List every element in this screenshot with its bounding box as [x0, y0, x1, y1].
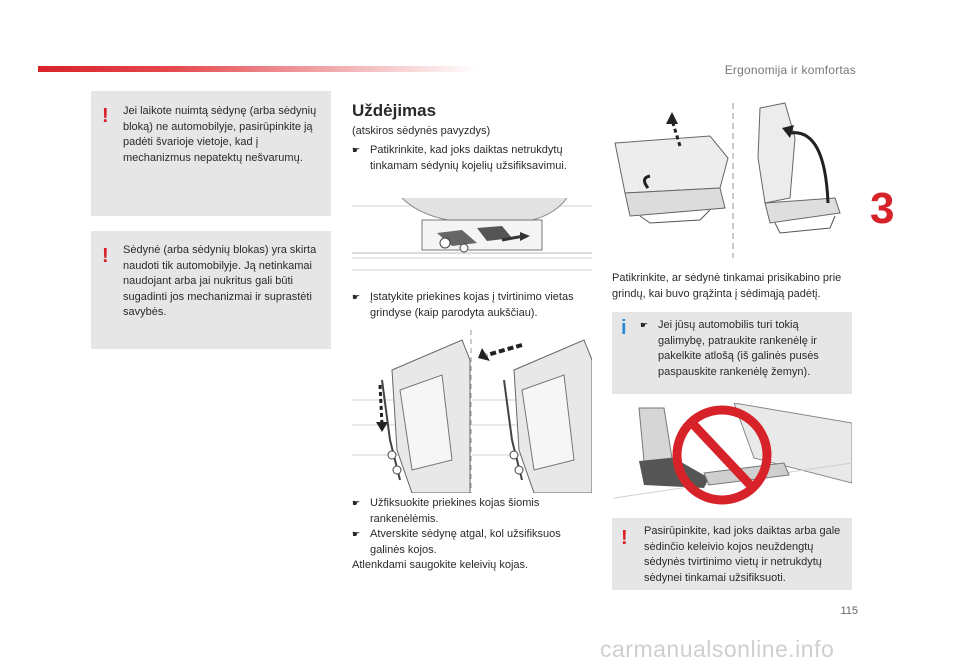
seat-fold-illustration: [610, 98, 850, 263]
page-number: 115: [840, 605, 858, 617]
hand-pointer-icon: ☛: [352, 498, 361, 508]
warning-note-text: Jei laikote nuimtą sėdynę (arba sėdynių bloką) ne automobilyje, pasirūpinkite ją padėti švarioje vietoje, kad į mechanizmus nepatektų nešvarumų.: [123, 105, 317, 164]
hand-pointer-icon: ☛: [352, 529, 361, 539]
instruction-bullet: [352, 496, 592, 527]
warning-exclamation-icon: !: [621, 527, 628, 549]
warning-note-usage: [91, 231, 331, 349]
instruction-text: Įstatykite priekines kojas į tvirtinimo vietas grindyse (kaip parodyta aukščiau).: [370, 291, 574, 319]
info-icon: i: [621, 317, 627, 339]
warning-note-text: Pasirūpinkite, kad joks daiktas arba gale sėdinčio keleivio kojos neuždengtų sėdynės tvirtinimo vietų ir netrukdytų sėdynei tinkamai užsifiksuoti.: [644, 525, 841, 584]
info-note-text: Jei jūsų automobilis turi tokią galimybę, patraukite rankenėlę ir pakelkite atlošą (iš galinės pusės paspauskite rankenėlę žemyn).: [658, 319, 819, 378]
hand-pointer-icon: ☛: [640, 320, 649, 330]
warning-note-storage: [91, 91, 331, 216]
info-note-bullet: [640, 318, 848, 380]
watermark: carmanualsonline.info: [600, 636, 835, 662]
seat-check-caption: Patikrinkite, ar sėdynė tinkamai prisikabino prie grindų, kai buvo grąžinta į sėdimąją padėtį.: [612, 272, 842, 300]
instruction-footer: Atlenkdami saugokite keleivių kojas.: [352, 559, 529, 571]
section-heading: Uždėjimas: [352, 101, 437, 120]
instruction-bullet: [352, 143, 592, 174]
warning-exclamation-icon: !: [102, 245, 109, 267]
warning-note-text: Sėdynė (arba sėdynių blokas) yra skirta naudoti tik automobilyje. Ją netinkamai naudojant arba jai nukritus gali būti sugadinti jos mechanizmai ir suprastėti savybės.: [123, 244, 317, 318]
prohibited-feet-illustration: [614, 403, 852, 513]
warning-exclamation-icon: !: [102, 105, 109, 127]
instruction-text: Užfiksuokite priekines kojas šiomis rankenėlėmis.: [370, 497, 540, 525]
hand-pointer-icon: ☛: [352, 145, 361, 155]
section-title: Ergonomija ir komfortas: [724, 63, 856, 77]
instruction-bullet: [352, 290, 592, 321]
chapter-number: 3: [870, 184, 895, 233]
floor-anchor-illustration: [352, 198, 592, 280]
instruction-text: Patikrinkite, kad joks daiktas netrukdytų tinkamam sėdynių kojelių užsifiksavimui.: [370, 144, 567, 172]
header-accent-bar: [38, 66, 478, 72]
warning-note-anchors: [612, 518, 852, 590]
instruction-list-bottom: [352, 496, 592, 574]
section-subtitle: (atskiros sėdynės pavyzdys): [352, 125, 491, 137]
seat-legs-illustration: [352, 330, 592, 493]
instruction-text: Atverskite sėdynę atgal, kol užsifiksuos galinės kojos.: [370, 528, 561, 556]
hand-pointer-icon: ☛: [352, 292, 361, 302]
info-note: [612, 312, 852, 394]
instruction-bullet: [352, 527, 592, 558]
